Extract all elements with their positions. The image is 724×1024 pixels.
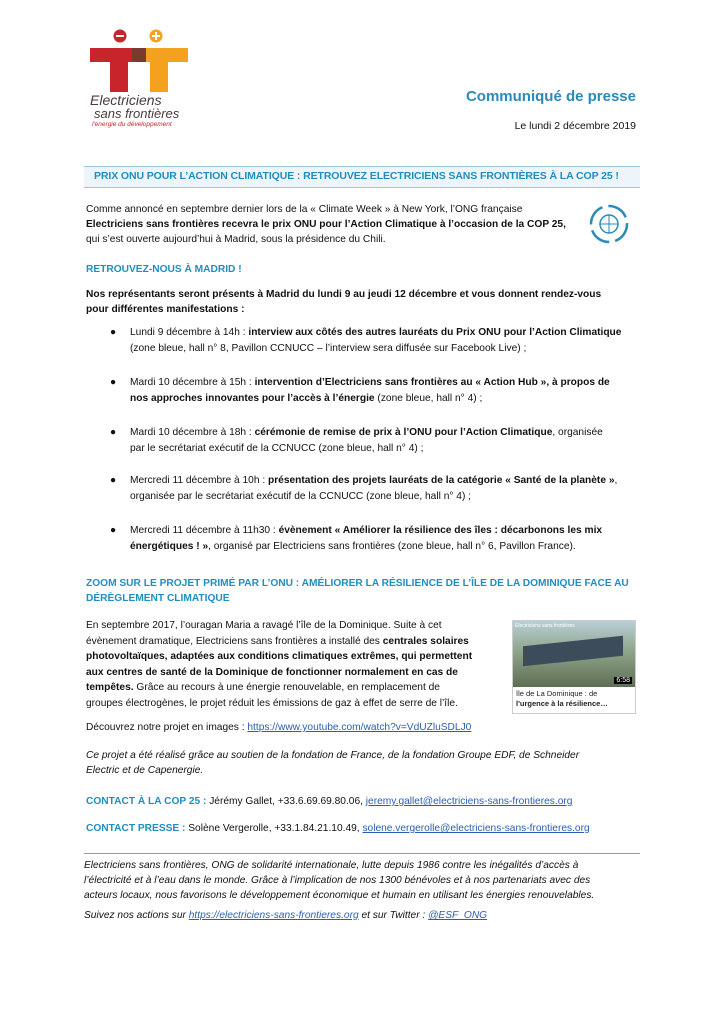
contact-press-text: Solène Vergerolle, +33.1.84.21.10.49,: [188, 823, 363, 834]
event-time: Mercredi 11 décembre à 11h30 :: [130, 525, 279, 536]
logo-tagline: l'énergie du développement: [92, 121, 172, 128]
contact-cop25-email-link[interactable]: jeremy.gallet@electriciens-sans-frontieres.org: [365, 796, 573, 807]
event-details: , organisé par Electriciens sans frontières (zone bleue, hall n° 6, Pavillon France).: [208, 541, 576, 552]
event-title-cont: nos approches innovantes pour l’accès à l’énergie: [130, 393, 375, 404]
event-time: Mardi 10 décembre à 18h :: [130, 427, 255, 438]
event-time: Mardi 10 décembre à 15h :: [130, 377, 255, 388]
video-thumbnail[interactable]: [512, 620, 636, 714]
video-header: Electriciens sans frontières: [515, 623, 575, 629]
intro-line3: qui s’est ouverte aujourd’hui à Madrid, sous la présidence du Chili.: [86, 234, 386, 245]
follow-label: Suivez nos actions sur: [84, 910, 189, 921]
event-details: (zone bleue, hall n° 8, Pavillon CCNUCC – l’interview sera diffusée sur Facebook Live) ;: [130, 343, 527, 354]
support-line2: Electric et de Capenergie.: [86, 765, 204, 776]
video-duration: 6:58: [616, 677, 630, 684]
twitter-link[interactable]: @ESF_ONG: [428, 910, 488, 921]
banner-text: PRIX ONU POUR L’ACTION CLIMATIQUE : RETROUVEZ ELECTRICIENS SANS FRONTIÈRES À LA COP 25 !: [94, 170, 619, 182]
footer-line3: acteurs locaux, nous favorisons le développement économique et humain en utilisant les énergies renouvelables.: [84, 890, 595, 901]
zoom-line2b: centrales solaires: [382, 635, 469, 647]
bullet-icon: ●: [110, 377, 117, 388]
event-title: intervention d’Electriciens sans frontières au « Action Hub », à propos de: [254, 377, 610, 388]
twitter-label: et sur Twitter :: [358, 910, 429, 921]
madrid-lead-line2: pour différentes manifestations :: [86, 304, 245, 315]
event-details-a: , organisée: [552, 427, 603, 438]
intro-line2: Electriciens sans frontières recevra le prix ONU pour l’Action Climatique à l’occasion de la COP 25,: [86, 219, 566, 230]
youtube-link[interactable]: https://www.youtube.com/watch?v=VdUZluSDLJ0: [247, 722, 472, 733]
event-details: (zone bleue, hall n° 4) ;: [374, 393, 483, 404]
un-climate-logo: [586, 204, 632, 244]
title-banner: [84, 166, 640, 188]
discover-label: Découvrez notre projet en images :: [86, 722, 248, 733]
footer-follow: [84, 908, 640, 923]
bullet-icon: ●: [110, 327, 117, 338]
contact-cop25-text: Jérémy Gallet, +33.6.69.69.80.06,: [209, 796, 366, 807]
zoom-heading-line1: ZOOM SUR LE PROJET PRIMÉ PAR L’ONU : AMÉLIORER LA RÉSILIENCE DE L’ÎLE DE LA DOMINIQUE FACE AU: [86, 578, 629, 589]
support-line1: Ce projet a été réalisé grâce au soutien de la fondation de France, de la fondation Groupe EDF, de Schneider: [86, 750, 580, 761]
footer-line1: Electriciens sans frontières, ONG de solidarité internationale, lutte depuis 1986 contre les inégalités d’accès à: [84, 860, 579, 871]
zoom-line6: groupes électrogènes, le projet réduit les émissions de gaz à effet de serre de l’île.: [86, 697, 458, 709]
support-paragraph: [86, 748, 646, 778]
discover-line: [86, 720, 471, 735]
website-link[interactable]: https://electriciens-sans-frontieres.org: [188, 910, 359, 921]
event-details: organisée par le secrétariat exécutif de la CCNUCC (zone bleue, hall n° 4) ;: [130, 491, 471, 502]
zoom-line1: En septembre 2017, l’ouragan Maria a ravagé l’île de la Dominique. Suite à cet: [86, 620, 442, 631]
event-title-cont: énergétiques ! »: [130, 541, 209, 552]
event-time: Lundi 9 décembre à 14h :: [130, 327, 249, 338]
zoom-line5b: Grâce au recours à une énergie renouvelable, en remplacement de: [133, 682, 440, 693]
contact-cop25: [86, 794, 572, 809]
intro-line1: Comme annoncé en septembre dernier lors de la « Climate Week » à New York, l’ONG française: [86, 204, 523, 215]
contact-press-email-link[interactable]: solene.vergerolle@electriciens-sans-frontieres.org: [362, 823, 590, 834]
madrid-heading: RETROUVEZ-NOUS À MADRID !: [86, 264, 242, 275]
zoom-line2a: évènement dramatique, Electriciens sans frontières a installé des: [86, 635, 383, 647]
event-time: Mercredi 11 décembre à 10h :: [130, 475, 268, 486]
list-item: [110, 375, 650, 407]
madrid-lead-line1: Nos représentants seront présents à Madrid du lundi 9 au jeudi 12 décembre et vous donnent rendez-vous: [86, 289, 602, 300]
zoom-heading: [86, 576, 642, 606]
madrid-lead: [86, 287, 646, 317]
video-caption: [516, 689, 608, 709]
bullet-icon: ●: [110, 525, 117, 536]
event-title: évènement « Améliorer la résilience des îles : décarbonons les mix: [278, 525, 603, 536]
bullet-icon: ●: [110, 475, 117, 486]
event-details: par le secrétariat exécutif de la CCNUCC (zone bleue, hall n° 4) ;: [130, 443, 424, 454]
video-caption-line2: l'urgence à la résilience…: [516, 699, 608, 708]
press-release-date: Le lundi 2 décembre 2019: [514, 120, 636, 132]
events-list: [110, 325, 650, 565]
logo-mark: [84, 28, 204, 96]
zoom-paragraph: [86, 618, 504, 711]
list-item: [110, 425, 650, 457]
footer: [84, 853, 640, 923]
logo-line2: sans frontières: [94, 106, 180, 121]
footer-line2: l’électricité et à l’eau dans le monde. Grâce à l’implication de nos 1300 bénévoles et à nos partenariats avec des: [84, 875, 591, 886]
zoom-line3: photovoltaïques, adaptées aux conditions climatiques extrêmes, qui permettent: [86, 651, 473, 662]
video-image: [513, 621, 635, 687]
video-caption-line1: île de La Dominique : de: [516, 689, 598, 698]
zoom-heading-line2: DÉRÈGLEMENT CLIMATIQUE: [86, 593, 230, 604]
contact-cop25-label: CONTACT À LA COP 25 :: [86, 796, 210, 807]
esf-logo: [84, 28, 204, 138]
list-item: [110, 325, 650, 357]
logo-line1: Electriciens: [90, 92, 162, 108]
event-title: cérémonie de remise de prix à l’ONU pour l’Action Climatique: [254, 427, 553, 438]
list-item: [110, 473, 650, 505]
contact-press-label: CONTACT PRESSE :: [86, 823, 189, 834]
contact-press: [86, 821, 590, 836]
bullet-icon: ●: [110, 427, 117, 438]
list-item: [110, 523, 650, 555]
event-details-a: ,: [614, 475, 618, 486]
zoom-line5a: tempêtes.: [86, 682, 134, 693]
event-title: présentation des projets lauréats de la catégorie « Santé de la planète »: [267, 475, 615, 486]
intro-paragraph: [86, 202, 576, 247]
press-release-title: Communiqué de presse: [465, 88, 636, 105]
zoom-line4: aux centres de santé de la Dominique de fonctionner normalement en cas de: [86, 666, 458, 678]
solar-panel-shape: [523, 636, 623, 667]
event-title: interview aux côtés des autres lauréats du Prix ONU pour l’Action Climatique: [248, 327, 622, 338]
